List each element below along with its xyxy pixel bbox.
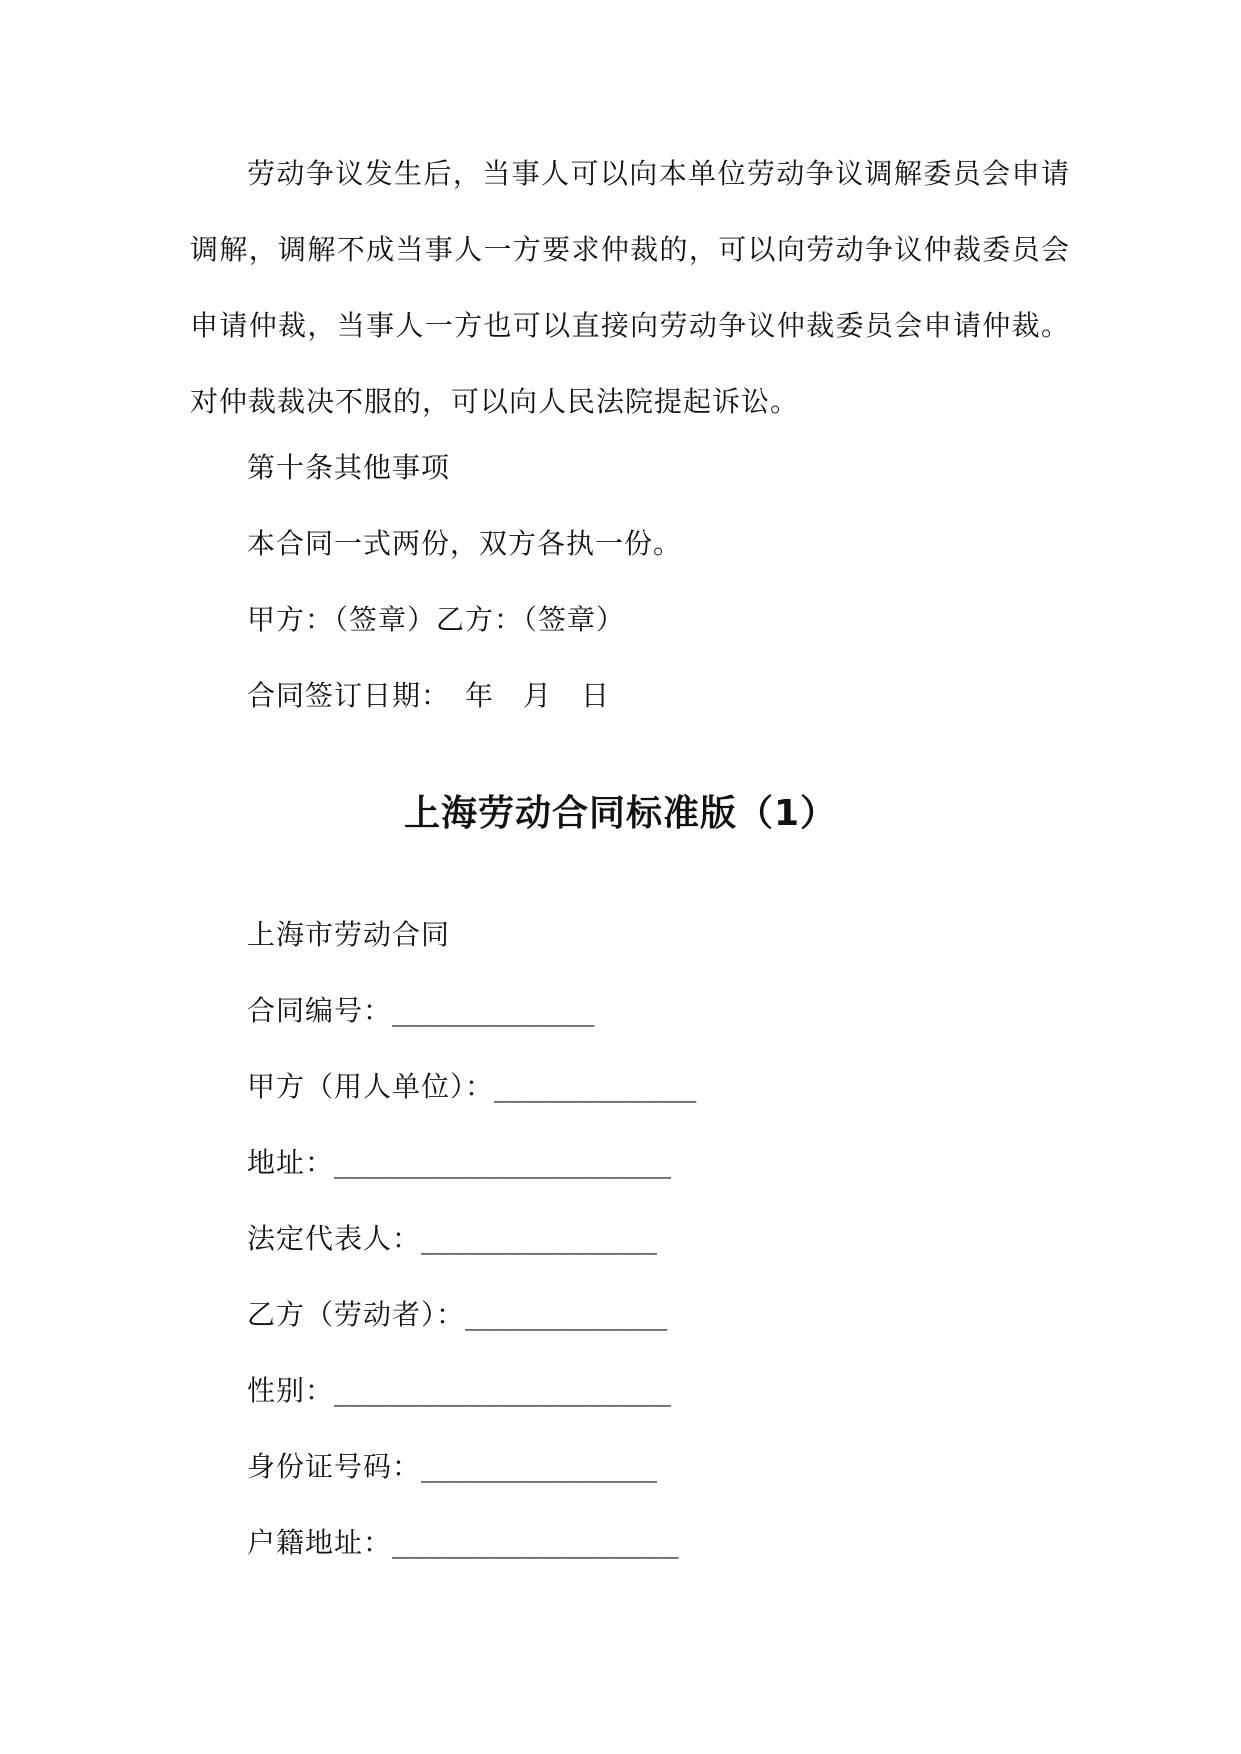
dispute-paragraph: 劳动争议发生后，当事人可以向本单位劳动争议调解委员会申请调解，调解不成当事人一方要求仲裁的，可以向劳动争议仲裁委员会申请仲裁，当事人一方也可以直接向劳动争议仲裁委员会申请仲裁。对仲裁裁决不服的，可以向人民法院提起诉讼。 [190, 157, 1070, 418]
field-label: 身份证号码： [247, 1450, 422, 1483]
fill-in-blank: ____________ [465, 1298, 668, 1331]
fill-in-blank: _________________ [392, 1526, 679, 1559]
fill-in-blank: ____________________ [334, 1374, 672, 1407]
field-label: 地址： [247, 1146, 335, 1179]
fill-in-blank: ____________________ [334, 1146, 672, 1179]
form-heading: 上海市劳动合同 [247, 918, 451, 951]
party-b-field [247, 1295, 667, 1335]
field-label: 性别： [247, 1374, 335, 1407]
copies-clause: 本合同一式两份，双方各执一份。 [247, 527, 683, 560]
fill-in-blank: ______________ [421, 1450, 658, 1483]
party-a-field [247, 1067, 696, 1107]
fill-in-blank: ____________ [392, 994, 595, 1027]
contract-number-field [247, 991, 594, 1031]
fill-in-blank: ______________ [421, 1222, 658, 1255]
field-label: 法定代表人： [247, 1222, 422, 1255]
field-label: 合同编号： [247, 994, 393, 1027]
field-label: 乙方（劳动者）： [247, 1298, 466, 1331]
article-10-heading: 第十条其他事项 [247, 451, 451, 484]
id-number-field [247, 1447, 657, 1487]
signature-line: 甲方：（签章）乙方：（签章） [247, 603, 626, 636]
address-field [247, 1143, 671, 1183]
field-label: 户籍地址： [247, 1526, 393, 1559]
fill-in-blank: ____________ [494, 1070, 697, 1103]
document-title: 上海劳动合同标准版（1） [403, 793, 838, 834]
gender-field [247, 1371, 671, 1411]
legal-representative-field [247, 1219, 657, 1259]
sign-date-line: 合同签订日期： 年 月 日 [247, 679, 611, 712]
household-address-field [247, 1523, 679, 1563]
field-label: 甲方（用人单位）： [247, 1070, 495, 1103]
